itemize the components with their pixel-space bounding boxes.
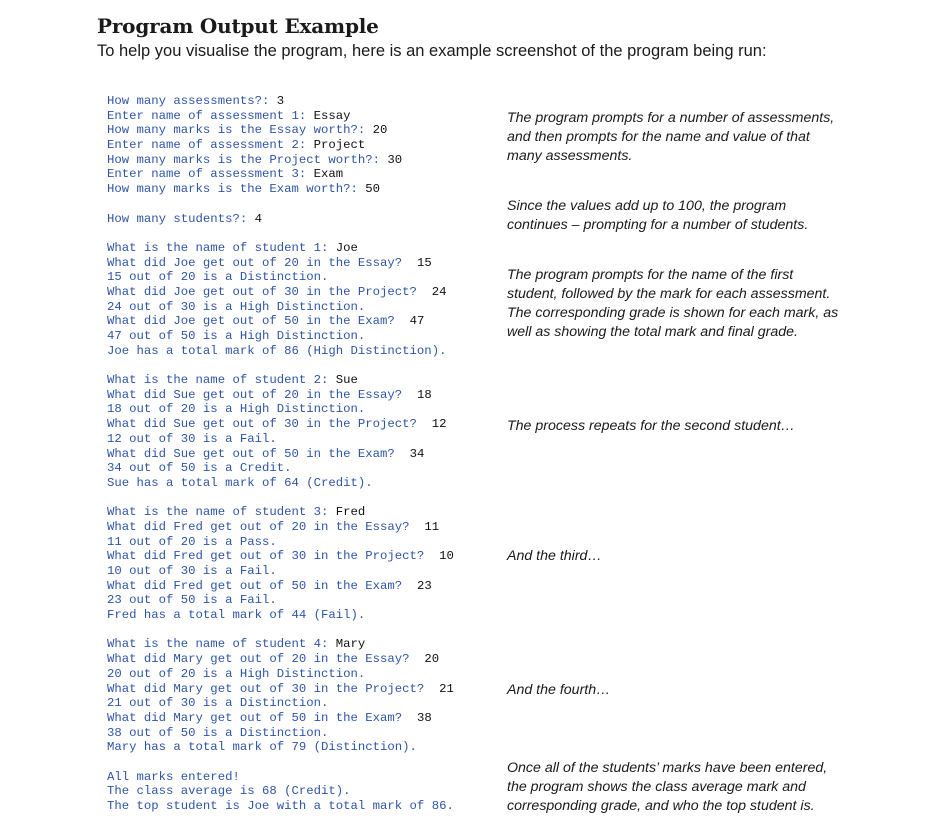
console-line [107,358,454,373]
annotation-assessments: The program prompts for a number of assessments, and then prompts for the name and value of that many assessments. [507,110,835,164]
console-line [107,593,454,608]
console-user-input: 34 [409,446,425,461]
console-prompt: What did Mary get out of 20 in the Essay? [107,652,425,667]
console-user-input: 20 [372,123,388,138]
console-prompt: What did Joe get out of 20 in the Essay? [107,255,417,270]
console-line [107,623,454,638]
console-line [107,711,454,726]
annotation-first-student: The program prompts for the name of the first student, followed by the mark for each assessment. The corresponding grade is shown for each mark, as well as showing the total mark and final grade. [507,267,839,340]
console-line [107,256,454,271]
intro-text: To help you visualise the program, here is an example screenshot of the program being run: [97,42,767,60]
annotation-third-student: And the third… [507,548,602,564]
console-user-input: 12 [431,417,447,432]
console-prompt: What did Fred get out of 50 in the Exam? [107,578,417,593]
console-line [107,388,454,403]
console-user-input: Exam [313,167,344,182]
console-line [107,564,454,579]
console-prompt: How many students?: [107,211,255,226]
console-line [107,652,454,667]
console-prompt: How many marks is the Essay worth?: [107,123,373,138]
console-line [107,212,454,227]
console-user-input: 4 [254,211,262,226]
console-prompt: Sue has a total mark of 64 (Credit). [107,475,373,490]
console-line [107,270,454,285]
console-line [107,476,454,491]
console-line [107,241,454,256]
console-prompt: What did Mary get out of 50 in the Exam? [107,710,417,725]
console-user-input: 21 [439,681,454,696]
console-user-input: Essay [313,108,351,123]
console-line [107,197,454,212]
console-prompt: The top student is Joe with a total mark of 86. [107,799,454,813]
console-user-input: 23 [416,578,432,593]
console-prompt: How many marks is the Exam worth?: [107,182,366,197]
console-prompt: 20 out of 20 is a High Distinction. [107,666,366,681]
console-line [107,109,454,124]
console-line [107,226,454,241]
console-line [107,153,454,168]
console-prompt: Fred has a total mark of 44 (Fail). [107,608,366,623]
console-user-input: Fred [335,505,366,520]
annotation-second-student: The process repeats for the second student… [507,418,795,434]
console-user-input: 10 [439,549,454,564]
annotation-students: Since the values add up to 100, the program continues – prompting for a number of students. [507,198,809,233]
console-prompt: What is the name of student 1: [107,240,336,255]
console-line [107,770,454,785]
console-prompt: 47 out of 50 is a High Distinction. [107,329,366,343]
console-line [107,300,454,315]
console-line [107,285,454,300]
console-line [107,637,454,652]
console-line [107,740,454,755]
console-user-input: 47 [409,314,425,329]
annotation-fourth-student: And the fourth… [507,682,611,698]
console-prompt: 11 out of 20 is a Pass. [107,534,277,549]
console-line [107,726,454,741]
console-line [107,447,454,462]
console-user-input: 18 [416,387,432,402]
console-user-input: 11 [424,519,440,534]
console-prompt: 12 out of 30 is a Fail. [107,431,277,446]
console-prompt: What did Fred get out of 30 in the Project? [107,549,440,564]
console-user-input: 30 [387,152,403,167]
console-prompt: 10 out of 30 is a Fail. [107,564,277,578]
console-prompt: What did Mary get out of 30 in the Project? [107,681,440,696]
console-user-input: Project [313,138,366,153]
page-title: Program Output Example [97,14,379,38]
console-line [107,432,454,447]
console-line [107,505,454,520]
console-line [107,784,454,799]
console-line [107,138,454,153]
console-user-input: 24 [431,284,447,299]
console-line [107,402,454,417]
console-prompt: What did Sue get out of 20 in the Essay? [107,387,417,402]
console-prompt: 15 out of 20 is a Distinction. [107,270,329,285]
console-prompt: Joe has a total mark of 86 (High Distinction). [107,343,447,358]
console-line [107,94,454,109]
console-line [107,799,454,814]
console-prompt: Enter name of assessment 1: [107,108,314,123]
console-line [107,373,454,388]
console-user-input: 50 [365,182,381,197]
console-prompt: Enter name of assessment 3: [107,167,314,182]
console-user-input: Joe [335,240,358,255]
console-line [107,535,454,550]
console-prompt: Enter name of assessment 2: [107,138,314,153]
console-prompt: All marks entered! [107,769,240,784]
console-user-input: Sue [335,373,358,388]
console-line [107,344,454,359]
console-line [107,314,454,329]
console-prompt: What did Sue get out of 50 in the Exam? [107,446,410,461]
console-line [107,682,454,697]
console-prompt: 23 out of 50 is a Fail. [107,593,277,608]
console-prompt: What did Joe get out of 30 in the Project? [107,284,432,299]
console-prompt: What is the name of student 2: [107,373,336,388]
console-line [107,417,454,432]
console-line [107,491,454,506]
annotation-summary: Once all of the students’ marks have been entered, the program shows the class average mark and corresponding grade, and who the top student is. [507,760,828,814]
console-line [107,667,454,682]
console-prompt: What is the name of student 4: [107,637,336,652]
console-line [107,520,454,535]
console-line [107,329,454,344]
console-prompt: 24 out of 30 is a High Distinction. [107,299,366,314]
console-line [107,123,454,138]
console-prompt: The class average is 68 (Credit). [107,784,351,799]
console-prompt: How many assessments?: [107,94,277,108]
console-prompt: 18 out of 20 is a High Distinction. [107,402,366,417]
console-prompt: How many marks is the Project worth?: [107,152,388,167]
console-line [107,755,454,770]
console-line [107,549,454,564]
console-user-input: 3 [276,94,285,108]
console-line [107,696,454,711]
console-prompt: What did Fred get out of 20 in the Essay? [107,519,425,534]
console-line [107,167,454,182]
console-line [107,182,454,197]
console-user-input: Mary [335,637,366,652]
console-prompt: 34 out of 50 is a Credit. [107,461,292,476]
console-line [107,579,454,594]
console-prompt: What did Joe get out of 50 in the Exam? [107,314,410,329]
console-prompt: What did Sue get out of 30 in the Project? [107,417,432,432]
console-user-input: 15 [416,255,432,270]
console-prompt: What is the name of student 3: [107,505,336,520]
console-output [107,94,454,814]
console-prompt: Mary has a total mark of 79 (Distinction). [107,740,417,755]
console-user-input: 38 [416,710,432,725]
console-line [107,461,454,476]
console-prompt: 21 out of 30 is a Distinction. [107,696,329,711]
console-user-input: 20 [424,652,440,667]
console-prompt: 38 out of 50 is a Distinction. [107,725,329,740]
console-line [107,608,454,623]
